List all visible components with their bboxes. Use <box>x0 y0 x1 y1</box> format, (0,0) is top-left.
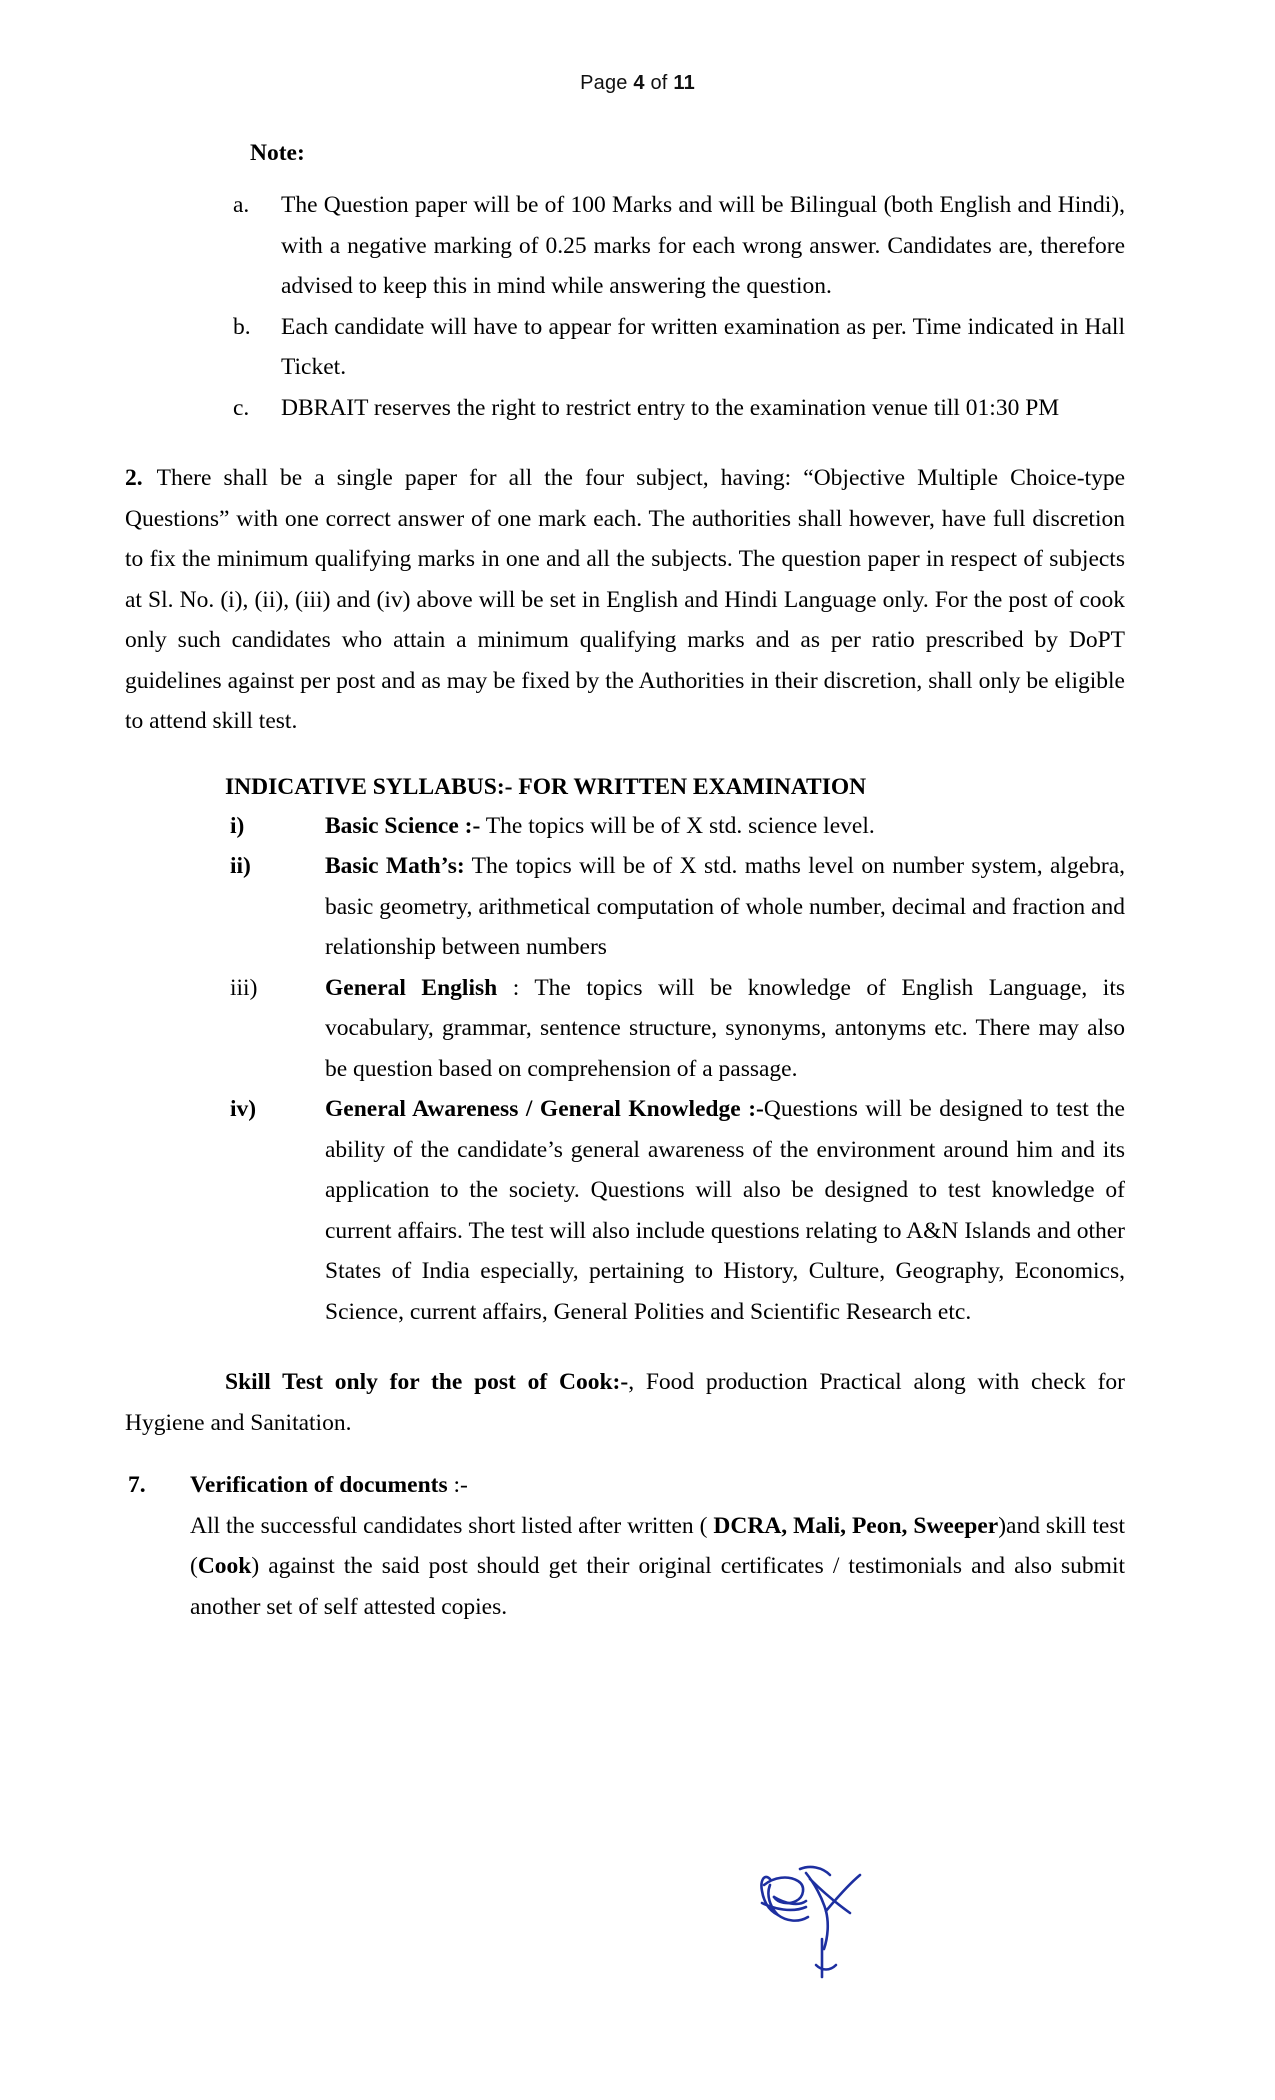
list-item-text: : The topics will be knowledge of English Language, its vocabulary, grammar, sentence structure, synonyms, antonyms etc. There may also be question based on comprehension of a passage. <box>325 974 1126 1082</box>
page-header-total: 11 <box>673 72 695 94</box>
list-item-marker: iii) <box>230 974 258 1001</box>
note-title: Note: <box>250 140 305 166</box>
section-7-bold-posts: DCRA, Mali, Peon, Sweeper <box>713 1512 999 1539</box>
page-header <box>0 72 1275 95</box>
section-7 <box>128 1465 1125 1627</box>
list-item <box>225 185 1125 307</box>
list-item-lead: Basic Science :- <box>325 812 481 839</box>
list-item-lead: General Awareness / General Knowledge :- <box>325 1096 764 1122</box>
page-header-middle: of <box>650 72 668 94</box>
section-7-body-part3: ) against the said post should get their original certificates / testimonials and also submit another set of self attested copies. <box>190 1553 1125 1620</box>
list-item <box>225 1089 1125 1332</box>
section-7-body-part1: All the successful candidates short listed after written ( <box>190 1512 714 1539</box>
section-7-number: 7. <box>128 1472 146 1498</box>
skill-test-lead: Skill Test only for the post of Cook:- <box>225 1369 629 1395</box>
syllabus-list <box>175 806 1125 1333</box>
section-7-body-part2: )and skill test ( <box>190 1512 1125 1579</box>
skill-test-text: , Food production Practical along with check for Hygiene and Sanitation. <box>125 1369 1125 1436</box>
syllabus-heading: INDICATIVE SYLLABUS:- FOR WRITTEN EXAMINATION <box>225 773 867 800</box>
list-item <box>225 388 1125 429</box>
list-item-marker: iv) <box>230 1096 257 1122</box>
paragraph-2-number: 2. <box>125 465 143 491</box>
list-item-text: Each candidate will have to appear for written examination as per. Time indicated in Hall Ticket. <box>281 313 1125 380</box>
list-item-lead: Basic Math’s: <box>325 853 465 879</box>
section-7-heading: Verification of documents <box>190 1472 448 1498</box>
list-item-text: The topics will be of X std. science level. <box>480 812 875 839</box>
list-item-lead: General English <box>325 974 498 1001</box>
page-header-prefix: Page <box>580 72 628 94</box>
list-item-marker: ii) <box>230 853 251 879</box>
list-item-marker: c. <box>233 394 250 421</box>
list-item <box>225 846 1125 968</box>
list-item-text: The topics will be of X std. maths level on number system, algebra, basic geometry, arithmetical computation of whole number, decimal and fraction and relationship between numbers <box>325 853 1126 960</box>
list-item-text: Questions will be designed to test the ability of the candidate’s general awareness of the environment around him and its application to the society. Questions will also be designed to test knowledge of current affairs. The test will also include questions relating to A&N Islands and other States of India especially, pertaining to History, Culture, Geography, Economics, Science, current affairs, General Polities and Scientific Research etc. <box>325 1096 1125 1325</box>
list-item-text: DBRAIT reserves the right to restrict entry to the examination venue till 01:30 PM <box>281 394 1060 421</box>
list-item-marker: a. <box>233 192 250 218</box>
document-content <box>125 135 1126 1627</box>
signature <box>740 1845 920 1995</box>
list-item-text: The Question paper will be of 100 Marks and will be Bilingual (both English and Hindi), with a negative marking of 0.25 marks for each wrong answer. Candidates are, therefore advised to keep this in mind while answering the question. <box>281 192 1125 299</box>
list-item <box>225 806 1125 847</box>
note-list <box>175 185 1125 428</box>
section-7-heading-suffix: :- <box>447 1472 468 1498</box>
paragraph-2-text: There shall be a single paper for all the four subject, having: “Objective Multiple Choice-type Questions” with one correct answer of one mark each. The authorities shall however, have full discretion to fix the minimum qualifying marks in one and all the subjects. The question paper in respect of subjects at Sl. No. (i), (ii), (iii) and (iv) above will be set in English and Hindi Language only. For the post of cook only such candidates who attain a minimum qualifying marks and as per ratio prescribed by DoPT guidelines against per post and as may be fixed by the Authorities in their discretion, shall only be eligible to attend skill test. <box>125 465 1125 734</box>
list-item <box>225 968 1125 1090</box>
section-7-bold-cook: Cook <box>197 1553 252 1579</box>
list-item-marker: b. <box>233 313 251 340</box>
paragraph-2 <box>125 458 1125 742</box>
skill-test-paragraph <box>125 1362 1125 1443</box>
list-item-marker: i) <box>230 812 245 839</box>
page-header-number: 4 <box>633 72 645 94</box>
section-7-body <box>190 1506 1125 1628</box>
list-item <box>225 307 1125 388</box>
